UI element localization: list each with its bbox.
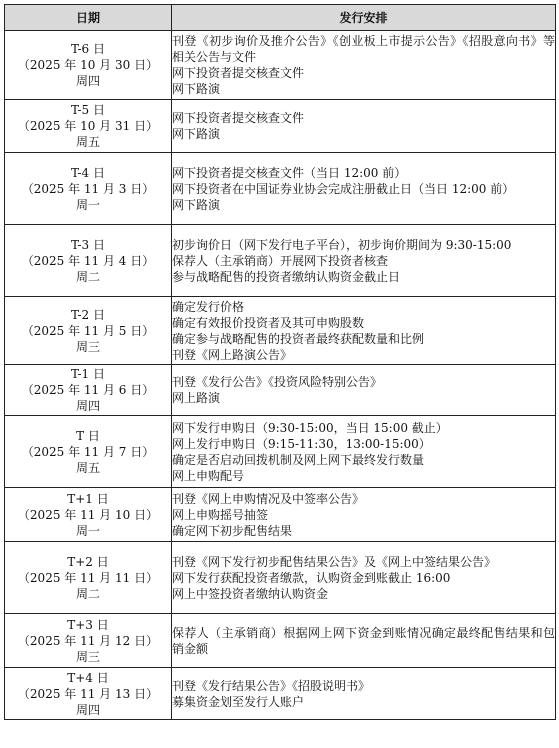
date-cell (5, 614, 172, 668)
table-row (5, 416, 556, 488)
date-cell (5, 31, 172, 100)
arrangement-item: 网上申购摇号抽签 (172, 507, 269, 522)
arrangement-item: 确定参与战略配售的投资者最终获配数量和比例 (172, 331, 425, 346)
table-row (5, 488, 556, 542)
date-column-header: 日期 (5, 5, 172, 31)
calendar-date: （2025 年 11 月 7 日） (21, 444, 155, 459)
arrangement-item: 网下路演 (172, 127, 221, 141)
date-cell (5, 153, 172, 225)
arrangement-item: 网下发行申购日（9:30-15:00，当日 15:00 截止） (172, 420, 448, 435)
arrangement-cell (172, 100, 556, 153)
table-row (5, 297, 556, 365)
table-row (5, 225, 556, 297)
day-label: T+4 日 (67, 670, 109, 685)
arrangement-item: 确定网下初步配售结果 (172, 523, 293, 538)
arrangement-item: 刊登《初步询价及推介公告》《创业板上市提示公告》《招股意向书》等相关公告与文件 (172, 34, 555, 64)
weekday: 周四 (75, 399, 100, 413)
table-row (5, 542, 556, 614)
day-label: T-6 日 (71, 42, 105, 56)
weekday: 周四 (75, 702, 100, 717)
header-row (5, 5, 556, 31)
date-cell (5, 416, 172, 488)
issuance-schedule-table (4, 4, 556, 720)
arrangement-cell (172, 297, 556, 365)
arrangement-cell (172, 614, 556, 668)
arrangement-item: 确定有效报价投资者及其可申购股数 (172, 315, 365, 330)
day-label: T+1 日 (67, 491, 109, 506)
date-cell (5, 297, 172, 365)
date-cell (5, 225, 172, 297)
weekday: 周二 (75, 269, 100, 284)
arrangement-item: 网下投资者在中国证券业协会完成注册截止日（当日 12:00 前） (172, 181, 515, 196)
table-row (5, 365, 556, 416)
arrangement-item: 确定发行价格 (172, 299, 245, 314)
calendar-date: （2025 年 11 月 13 日） (17, 686, 159, 701)
arrangement-cell (172, 153, 556, 225)
day-label: T-2 日 (71, 307, 105, 322)
arrangement-item: 募集资金划至发行人账户 (172, 694, 305, 709)
calendar-date: （2025 年 11 月 10 日） (17, 507, 159, 522)
date-cell (5, 365, 172, 416)
arrangement-cell (172, 31, 556, 100)
weekday: 周一 (75, 523, 100, 538)
arrangement-item: 网下发行获配投资者缴款，认购资金到账截止 16:00 (172, 570, 451, 585)
calendar-date: （2025 年 11 月 5 日） (21, 323, 155, 338)
weekday: 周三 (75, 339, 100, 354)
arrangement-item: 网下投资者提交核查文件 (172, 66, 305, 80)
arrangement-item: 网上中签投资者缴纳认购资金 (172, 586, 329, 601)
day-label: T-5 日 (71, 103, 105, 117)
calendar-date: （2025 年 10 月 30 日） (17, 58, 159, 72)
calendar-date: （2025 年 10 月 31 日） (17, 119, 159, 133)
table-row (5, 668, 556, 720)
calendar-date: （2025 年 11 月 3 日） (21, 181, 155, 196)
arrangement-item: 网上发行申购日（9:15-11:30，13:00-15:00） (172, 436, 431, 451)
arrangement-item: 初步询价日（网下发行电子平台），初步询价期间为 9:30-15:00 (172, 237, 512, 252)
weekday: 周五 (75, 460, 100, 475)
table-row (5, 100, 556, 153)
arrangement-item: 保荐人（主承销商）根据网上网下资金到账情况确定最终配售结果和包销金额 (172, 625, 555, 656)
arrangement-item: 网下路演 (172, 197, 221, 212)
arrangement-cell (172, 668, 556, 720)
arrangement-item: 刊登《网上路演公告》 (172, 347, 293, 362)
arrangement-item: 网下路演 (172, 82, 221, 96)
weekday: 周三 (75, 649, 100, 664)
day-label: T+3 日 (67, 617, 109, 632)
arrangement-item: 网上路演 (172, 391, 221, 405)
arrangement-item: 参与战略配售的投资者缴纳认购资金截止日 (172, 269, 401, 284)
date-cell (5, 100, 172, 153)
arrangement-item: 网下投资者提交核查文件 (172, 111, 305, 125)
date-cell (5, 542, 172, 614)
day-label: T-3 日 (71, 237, 105, 252)
arrangement-item: 网下投资者提交核查文件（当日 12:00 前） (172, 165, 407, 180)
arrangement-cell (172, 542, 556, 614)
arrangement-cell (172, 416, 556, 488)
day-label: T 日 (76, 428, 100, 443)
day-label: T-1 日 (71, 367, 105, 381)
arrangement-cell (172, 488, 556, 542)
arrangement-item: 刊登《发行公告》《投资风险特别公告》 (172, 375, 383, 389)
arrangement-item: 保荐人（主承销商）开展网下投资者核查 (172, 253, 389, 268)
arrangement-item: 刊登《网下发行初步配售结果公告》及《网上中签结果公告》 (172, 554, 497, 569)
weekday: 周四 (75, 74, 100, 88)
calendar-date: （2025 年 11 月 4 日） (21, 253, 155, 268)
arrangement-item: 刊登《网上申购情况及中签率公告》 (172, 491, 365, 506)
weekday: 周二 (75, 586, 100, 601)
weekday: 周一 (75, 197, 100, 212)
arrangement-column-header: 发行安排 (172, 5, 556, 31)
arrangement-cell (172, 365, 556, 416)
calendar-date: （2025 年 11 月 6 日） (21, 383, 155, 397)
arrangement-item: 刊登《发行结果公告》《招股说明书》 (172, 678, 371, 693)
weekday: 周五 (75, 135, 100, 149)
date-cell (5, 488, 172, 542)
table-row (5, 31, 556, 100)
arrangement-item: 网上申购配号 (172, 468, 245, 483)
arrangement-item: 确定是否启动回拨机制及网上网下最终发行数量 (172, 452, 425, 467)
arrangement-cell (172, 225, 556, 297)
day-label: T+2 日 (67, 554, 109, 569)
calendar-date: （2025 年 11 月 11 日） (17, 570, 159, 585)
calendar-date: （2025 年 11 月 12 日） (17, 633, 159, 648)
date-cell (5, 668, 172, 720)
table-row (5, 614, 556, 668)
table-row (5, 153, 556, 225)
day-label: T-4 日 (71, 165, 105, 180)
